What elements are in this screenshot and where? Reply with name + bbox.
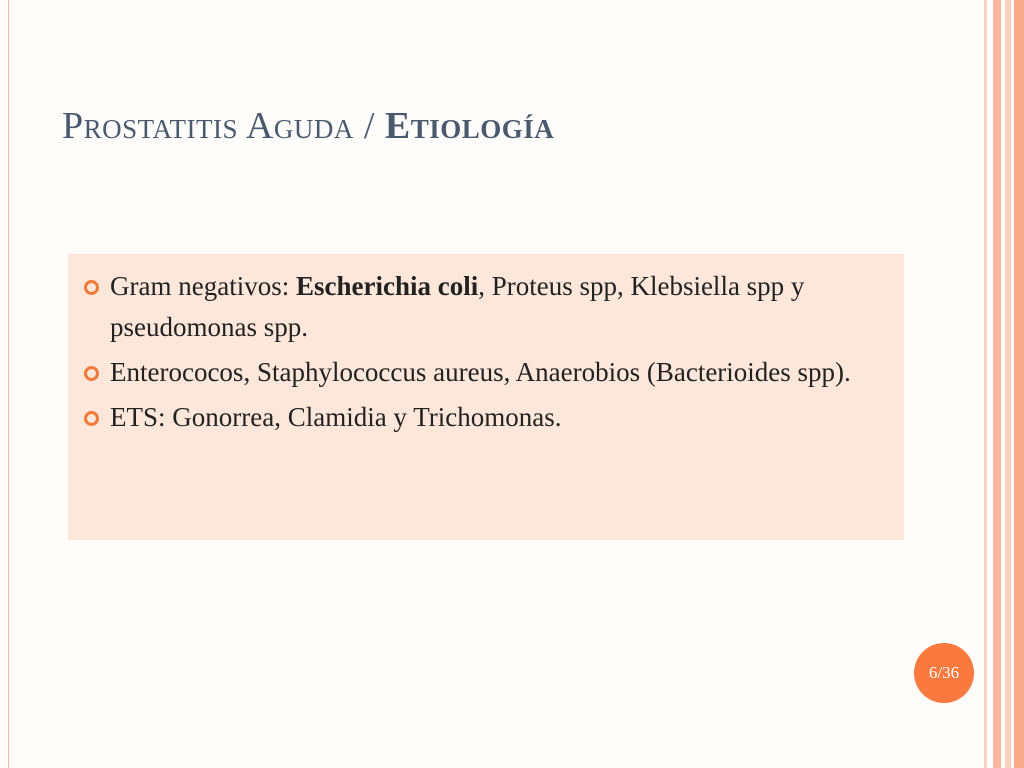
- decorative-stripes: [984, 0, 1024, 768]
- list-item: [82, 352, 882, 393]
- title-emphasis: Etiología: [384, 105, 555, 147]
- list-item: [82, 266, 882, 348]
- bullet-text: Gram negativos:: [110, 271, 296, 301]
- circle-bullet-icon: [84, 366, 99, 381]
- bullet-bold-text: Escherichia coli: [295, 271, 479, 301]
- content-box: [68, 254, 904, 540]
- page-number-badge: 6/36: [914, 643, 974, 703]
- bullet-text-suffix: , Proteus spp, Klebsiella spp y pseudomonas spp.: [110, 271, 805, 342]
- bullet-text: Enterococos, Staphylococcus aureus, Anaerobios (Bacterioides spp).: [110, 357, 851, 387]
- title-main: Prostatitis Aguda /: [62, 105, 385, 147]
- list-item: [82, 397, 882, 438]
- bullet-list: [82, 266, 882, 442]
- bullet-text: ETS: Gonorrea, Clamidia y Trichomonas.: [110, 402, 562, 432]
- circle-bullet-icon: [84, 411, 99, 426]
- circle-bullet-icon: [84, 280, 99, 295]
- page-title: [62, 104, 554, 148]
